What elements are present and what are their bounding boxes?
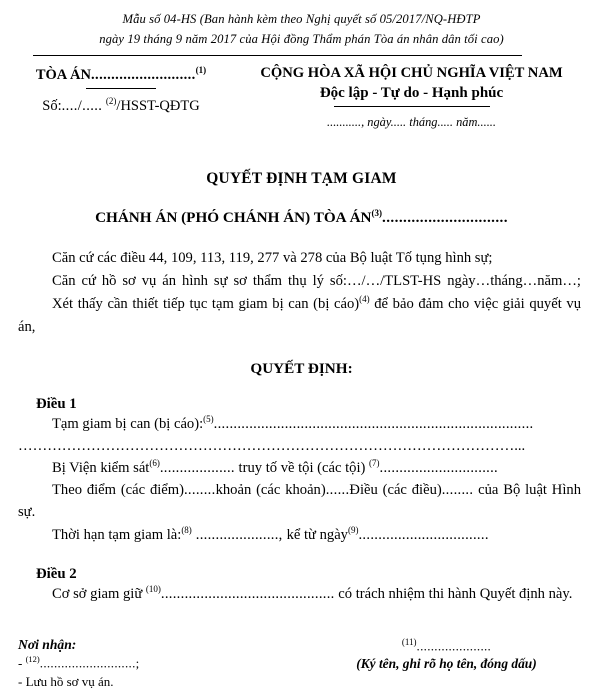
document-title: QUYẾT ĐỊNH TẠM GIAM: [206, 170, 397, 188]
code-reference-line: [18, 479, 581, 523]
recipient-1-dots: ...........................;: [39, 655, 140, 671]
document-number-line: [10, 96, 232, 115]
offence-dots: ..............................: [379, 460, 498, 477]
preamble-block: [0, 247, 603, 338]
nation-title: CỘNG HÒA XÃ HỘI CHỦ NGHĨA VIỆT NAM: [260, 65, 563, 82]
recipient-item-2: - Lưu hồ sơ vụ án.: [18, 674, 114, 690]
number-prefix: Số:: [42, 97, 62, 114]
prosecutor-footnote-marker: (6): [149, 458, 160, 469]
authority-footnote-marker: (3): [371, 208, 383, 219]
number-dots: ..../.....: [61, 97, 103, 114]
number-suffix: /HSST-QĐTG: [116, 97, 200, 114]
consideration-text-1: Xét thấy cần thiết tiếp tục tạm giam bị can (bị cáo): [52, 296, 360, 313]
form-reference-line-2: ngày 19 tháng 9 năm 2017 của Hội đồng Thẩm phán Tòa án nhân dân tối cao): [99, 31, 504, 46]
court-label: TÒA ÁN: [35, 66, 92, 83]
prosecutor-dots: ...................: [159, 460, 235, 477]
court-dots: ..........................: [91, 66, 196, 83]
document-footer: [0, 637, 603, 692]
signature-dots: .....................: [416, 638, 492, 654]
duration-footnote-marker: (8): [181, 524, 192, 535]
prosecution-middle-text: truy tố về tội (các tội): [234, 460, 370, 477]
form-reference-header: [0, 0, 603, 49]
court-underline-rule: [86, 88, 156, 89]
detainee-dots-line-2: …………………………………………………………………………………………...: [18, 437, 526, 454]
letterhead: [0, 65, 603, 130]
consideration-paragraph: [18, 293, 581, 337]
prosecution-line: [18, 457, 581, 479]
nation-motto: Độc lập - Tự do - Hạnh phúc: [319, 85, 504, 102]
article-1-heading: Điều 1: [36, 395, 77, 412]
duration-label: Thời hạn tạm giam là:: [52, 526, 182, 543]
issuing-authority-line: [0, 208, 603, 227]
signature-block: [300, 637, 603, 672]
signature-footnote-marker: (11): [401, 636, 417, 647]
signature-caption: (Ký tên, ghi rõ họ tên, đóng dấu): [356, 656, 537, 672]
code-point-dots: ........: [183, 482, 216, 499]
code-point-label: Theo điểm (các điểm): [52, 482, 184, 499]
code-article-dots: ........: [441, 482, 474, 499]
code-clause-label: khoản (các khoản): [215, 482, 326, 499]
issuing-authority-label: CHÁNH ÁN (PHÓ CHÁNH ÁN) TÒA ÁN: [95, 209, 372, 227]
place-date-line: ..........., ngày..... tháng..... năm......: [327, 115, 496, 130]
letterhead-nation-block: [232, 65, 603, 130]
article-2-block: [0, 566, 603, 605]
recipients-title: Nơi nhận:: [18, 636, 77, 652]
facility-label: Cơ sở giam giữ: [52, 585, 146, 602]
recipient-1-footnote-marker: (12): [25, 653, 40, 664]
facility-tail-text: có trách nhiệm thi hành Quyết định này.: [334, 585, 573, 602]
detention-duration-line: [18, 524, 581, 546]
code-reference-tail: của Bộ luật Hình sự.: [18, 482, 581, 521]
prosecutor-label: Bị Viện kiểm sát: [52, 460, 150, 477]
decides-heading: QUYẾT ĐỊNH:: [250, 359, 353, 377]
facility-footnote-marker: (10): [145, 583, 161, 594]
detainee-line: [18, 413, 581, 435]
code-clause-dots: ......: [325, 482, 350, 499]
detainee-label: Tạm giam bị can (bị cáo):: [52, 415, 204, 432]
facility-dots: ............................................: [160, 585, 335, 602]
detainee-dots: .................................................................................: [213, 415, 534, 432]
duration-dots: .....................,: [191, 526, 287, 543]
court-footnote-marker: (1): [195, 65, 207, 76]
number-footnote-marker: (2): [105, 95, 117, 106]
legal-basis-paragraph-2: Căn cứ hồ sơ vụ án hình sự sơ thẩm thụ lý số:…/…/TLST-HS ngày…tháng…năm…;: [52, 273, 581, 290]
consideration-text-2: để bảo đảm cho việc giải quyết vụ án,: [18, 296, 581, 335]
consideration-footnote-marker: (4): [359, 294, 370, 305]
code-article-label: Điều (các điều): [349, 482, 442, 499]
motto-underline-rule: [334, 106, 490, 107]
court-name-line: [10, 65, 232, 84]
recipient-item-1: [18, 653, 300, 673]
detention-facility-line: [18, 583, 581, 605]
form-reference-line-1: Mẫu số 04-HS (Ban hành kèm theo Nghị quyết số 05/2017/NQ-HĐTP: [122, 12, 481, 26]
article-1-block: [0, 396, 603, 546]
duration-from-label: kể từ ngày: [286, 526, 348, 543]
header-divider-rule: [33, 55, 522, 56]
recipient-1-prefix: -: [18, 655, 26, 671]
signature-line: [300, 637, 593, 654]
detainee-footnote-marker: (5): [203, 413, 214, 424]
offence-footnote-marker: (7): [369, 458, 380, 469]
legal-basis-paragraph-1: Căn cứ các điều 44, 109, 113, 119, 277 và 278 của Bộ luật Tố tụng hình sự;: [52, 250, 493, 267]
duration-from-footnote-marker: (9): [347, 524, 359, 535]
duration-from-dots: .................................: [358, 526, 489, 543]
article-2-heading: Điều 2: [36, 565, 77, 582]
recipients-block: [0, 637, 300, 692]
authority-dots: ..............................: [382, 209, 508, 227]
letterhead-court-block: [0, 65, 232, 115]
